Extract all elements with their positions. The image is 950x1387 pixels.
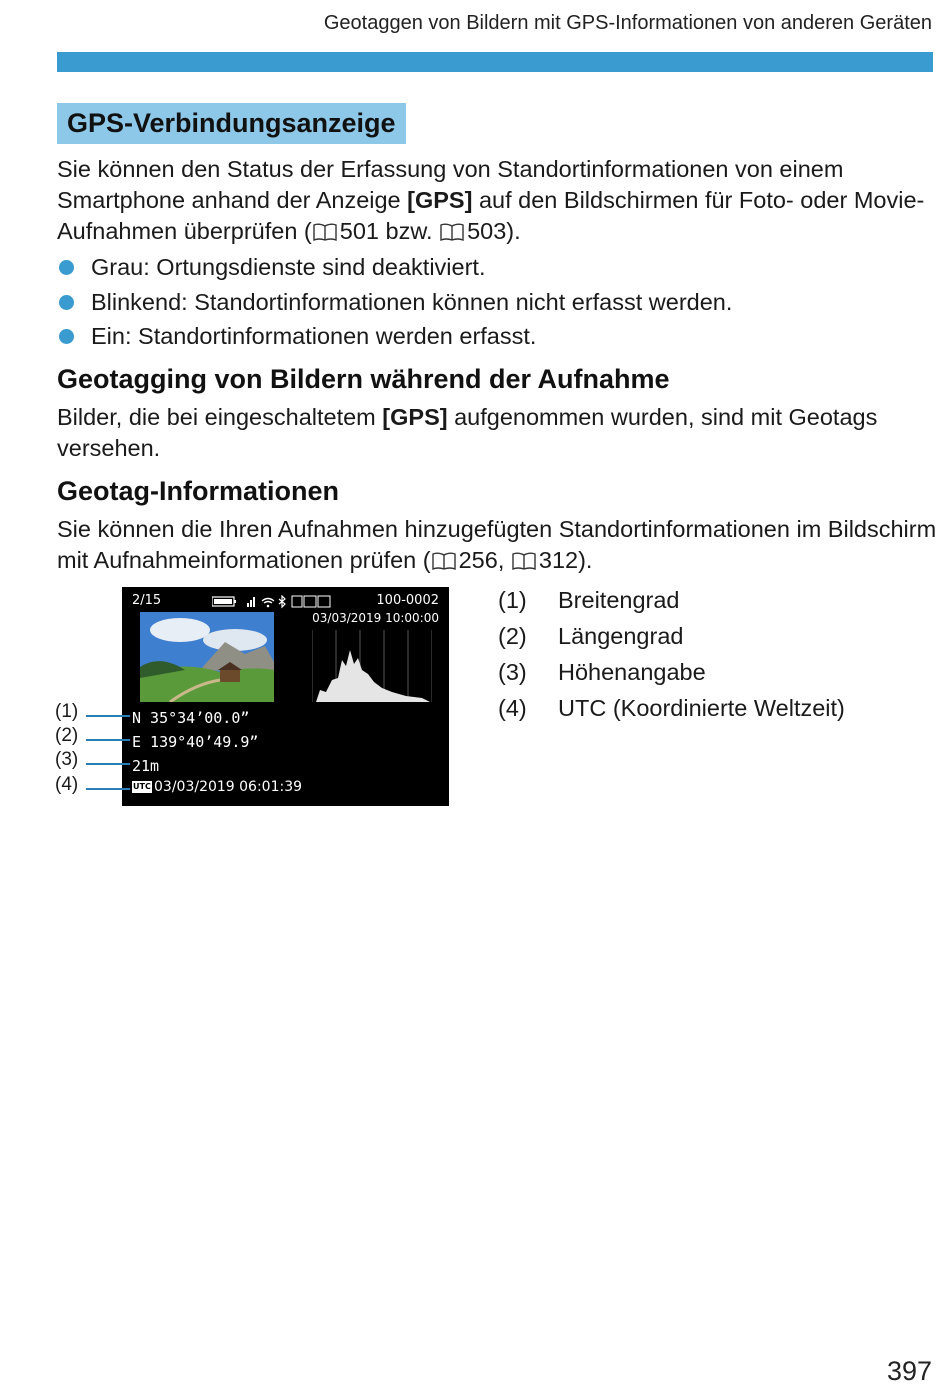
callout-line bbox=[86, 739, 130, 741]
callout-label: (1) bbox=[55, 701, 79, 722]
legend-item: (3) Höhenangabe bbox=[498, 659, 706, 685]
book-icon bbox=[511, 551, 537, 571]
callout-label: (2) bbox=[55, 725, 79, 746]
histogram bbox=[312, 630, 432, 702]
longitude-value: E 139°40’49.9” bbox=[132, 733, 259, 751]
altitude-value: 21m bbox=[132, 757, 160, 775]
image-count: 2/15 bbox=[132, 593, 162, 608]
book-icon bbox=[312, 222, 338, 242]
book-icon bbox=[431, 551, 457, 571]
list-item: Grau: Ortungsdienste sind deaktiviert. bbox=[57, 250, 732, 285]
callout-label: (3) bbox=[55, 749, 79, 770]
bullet-icon bbox=[59, 260, 74, 275]
page-ref-link[interactable]: 501 bbox=[339, 218, 379, 244]
geotagging-paragraph: Bilder, die bei eingeschaltetem [GPS] aufgenommen wurden, sind mit Geotags versehen. bbox=[57, 404, 878, 461]
callout-line bbox=[86, 763, 130, 765]
legend-item: (1) Breitengrad bbox=[498, 587, 680, 613]
running-header: Geotaggen von Bildern mit GPS-Informationen von anderen Geräten bbox=[323, 12, 932, 34]
page-number: 397 bbox=[886, 1356, 932, 1386]
section-badge: GPS-Verbindungsanzeige bbox=[57, 103, 406, 144]
latitude-value: N 35°34’00.0” bbox=[132, 709, 250, 727]
utc-time-value: 03/03/2019 06:01:39 bbox=[154, 779, 303, 795]
list-item: Ein: Standortinformationen werden erfasst. bbox=[57, 319, 732, 354]
book-icon bbox=[439, 222, 465, 242]
protect-icons bbox=[292, 596, 330, 607]
folder-file-number: 100-0002 bbox=[376, 593, 439, 608]
legend-item: (4) UTC (Koordinierte Weltzeit) bbox=[498, 695, 845, 721]
bluetooth-icon bbox=[279, 596, 285, 607]
page-ref-link[interactable]: 503 bbox=[467, 218, 507, 244]
bullet-icon bbox=[59, 329, 74, 344]
geotagging-heading: Geotagging von Bildern während der Aufnahme bbox=[57, 364, 670, 394]
status-icons bbox=[212, 595, 332, 609]
capture-datetime: 03/03/2019 10:00:00 bbox=[312, 611, 439, 625]
utc-icon: UTC bbox=[133, 782, 151, 791]
camera-info-screen bbox=[122, 587, 449, 806]
geotag-info-paragraph: Sie können die Ihren Aufnahmen hinzugefügten Standortinformationen im Bildschirm mit Aufnahmeinformationen prüfen ( 256, 312). bbox=[57, 516, 937, 573]
geotag-info-heading: Geotag-Informationen bbox=[57, 476, 339, 506]
photo-thumbnail bbox=[140, 612, 274, 702]
page-ref-link[interactable]: 312 bbox=[538, 547, 579, 573]
legend-list bbox=[498, 582, 845, 726]
page-ref-link[interactable]: 256 bbox=[458, 547, 498, 573]
header-bar bbox=[57, 52, 933, 72]
callout-line bbox=[86, 788, 130, 790]
bullet-icon bbox=[59, 295, 74, 310]
callout-line bbox=[86, 715, 130, 717]
legend-item: (2) Längengrad bbox=[498, 623, 684, 649]
intro-paragraph: Sie können den Status der Erfassung von Standortinformationen von einem Smartphone anhand der Anzeige [GPS] auf den Bildschirmen für Foto- oder Movie-Aufnahmen überprüfen ( 501 bzw. 503). bbox=[57, 156, 925, 244]
callout-label: (4) bbox=[55, 774, 79, 795]
signal-icon bbox=[247, 597, 255, 607]
battery-icon bbox=[212, 597, 236, 606]
status-list bbox=[57, 250, 732, 354]
list-item: Blinkend: Standortinformationen können nicht erfasst werden. bbox=[57, 285, 732, 320]
wifi-icon bbox=[262, 599, 274, 608]
